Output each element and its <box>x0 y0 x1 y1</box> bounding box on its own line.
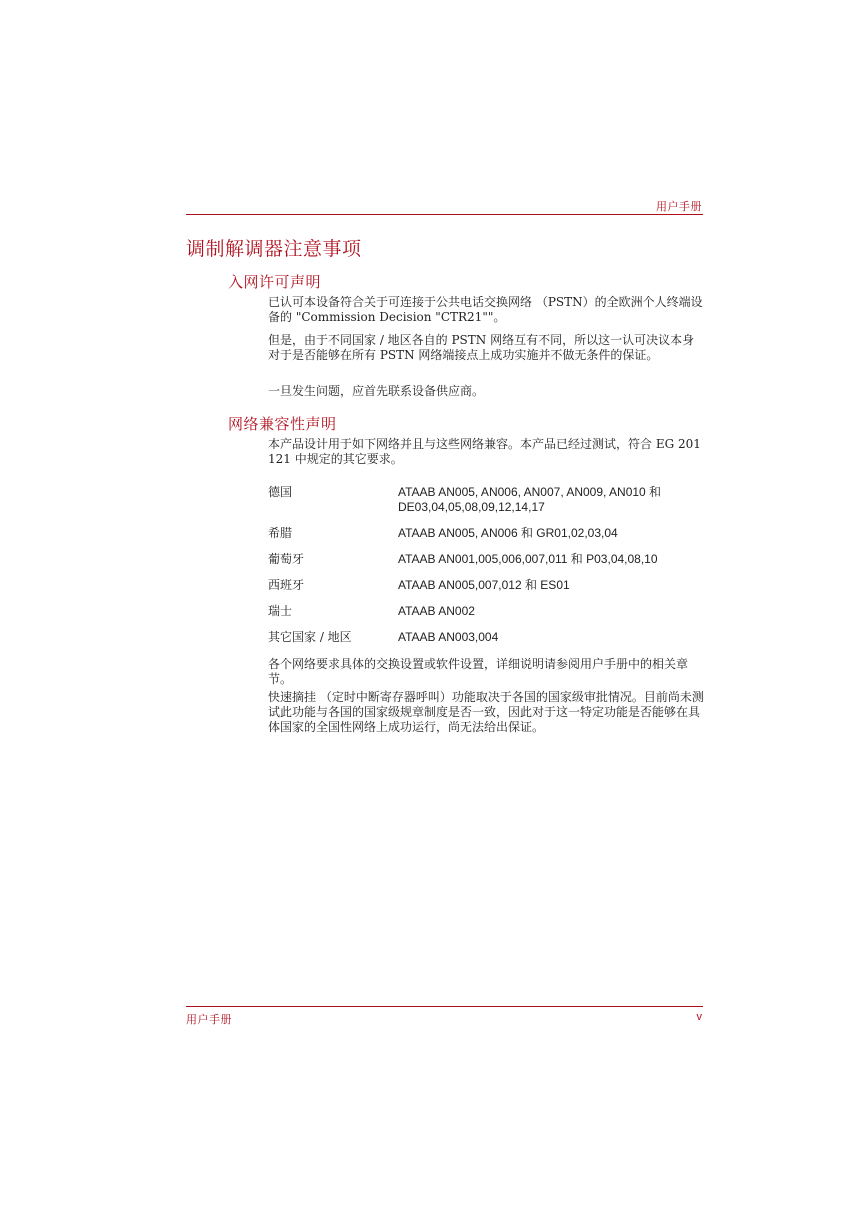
country-name: 西班牙 <box>268 578 305 592</box>
country-standard: ATAAB AN002 <box>398 604 475 618</box>
country-standards-table <box>268 485 704 645</box>
country-standard: ATAAB AN005, AN006, AN007, AN009, AN010 和 DE03,04,05,08,09,12,14,17 <box>398 485 662 514</box>
running-footer: 用户手册 <box>186 1013 232 1026</box>
compatibility-paragraph-2: 快速摘挂 （定时中断寄存器呼叫）功能取决于各国的国家级审批情况。目前尚未测试此功能与各国的国家级规章制度是否一致，因此对于这一特定功能是否能够在具体国家的全国性网络上成功运行，尚无法给出保证。 <box>268 690 704 734</box>
table-row <box>268 552 704 578</box>
country-name: 瑞士 <box>268 604 293 618</box>
country-standard: ATAAB AN005,007,012 和 ES01 <box>398 578 570 592</box>
approval-paragraph-3: 一旦发生问题，应首先联系设备供应商。 <box>268 384 485 398</box>
footer-rule <box>186 1006 703 1007</box>
approval-paragraph-2: 但是，由于不同国家 / 地区各自的 PSTN 网络互有不同，所以这一认可决议本身对于是否能够在所有 PSTN 网络端接点上成功实施并不做无条件的保证。 <box>268 333 695 362</box>
country-name: 德国 <box>268 485 293 499</box>
country-name: 希腊 <box>268 526 293 540</box>
country-standard: ATAAB AN005, AN006 和 GR01,02,03,04 <box>398 526 618 540</box>
header-rule <box>186 214 703 215</box>
section-heading-approval: 入网许可声明 <box>228 273 322 291</box>
country-name: 其它国家 / 地区 <box>268 630 352 644</box>
table-row <box>268 578 704 604</box>
section-heading-compatibility: 网络兼容性声明 <box>228 415 337 433</box>
page-title: 调制解调器注意事项 <box>186 238 362 260</box>
table-row <box>268 526 704 552</box>
table-row <box>268 604 704 630</box>
country-standard: ATAAB AN003,004 <box>398 630 499 644</box>
country-name: 葡萄牙 <box>268 552 305 566</box>
country-standard: ATAAB AN001,005,006,007,011 和 P03,04,08,10 <box>398 552 658 566</box>
table-row <box>268 630 704 645</box>
table-row <box>268 485 704 526</box>
running-header: 用户手册 <box>656 200 702 213</box>
approval-paragraph-1: 已认可本设备符合关于可连接于公共电话交换网络 （PSTN）的全欧洲个人终端设备的 "Commission Decision "CTR21""。 <box>268 295 703 324</box>
page-number: v <box>696 1011 702 1023</box>
compatibility-paragraph-1: 各个网络要求具体的交换设置或软件设置，详细说明请参阅用户手册中的相关章节。 <box>268 657 689 686</box>
compatibility-intro: 本产品设计用于如下网络并且与这些网络兼容。本产品已经过测试，符合 EG 201 121 中规定的其它要求。 <box>268 437 701 466</box>
